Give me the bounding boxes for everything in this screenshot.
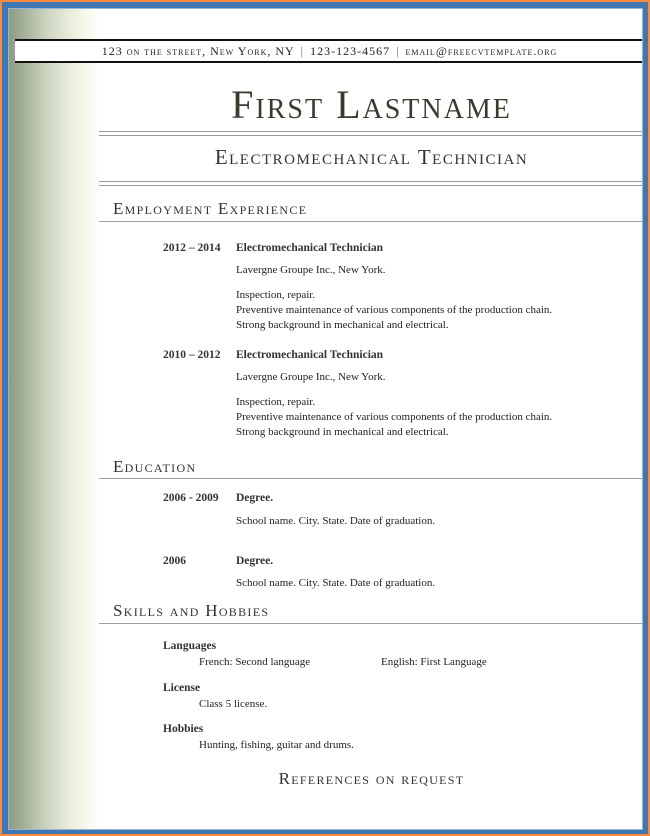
divider [99, 185, 643, 186]
divider [99, 181, 643, 182]
contact-phone: 123-123-4567 [310, 43, 391, 58]
employment-detail: Inspection, repair. [236, 289, 316, 301]
education-degree: Degree. [236, 492, 274, 504]
employment-dates: 2012 – 2014 [163, 242, 221, 254]
employment-role: Electromechanical Technician [236, 349, 384, 361]
section-divider [99, 623, 643, 624]
divider [99, 135, 643, 136]
candidate-name: First Lastname [231, 82, 512, 127]
education-dates: 2006 [163, 555, 186, 567]
contact-address: 123 on the street, New York, NY [101, 43, 295, 58]
employment-company: Lavergne Groupe Inc., New York. [236, 264, 386, 276]
skills-hobbies-value: Hunting, fishing, guitar and drums. [199, 739, 354, 751]
employment-detail: Preventive maintenance of various components of the production chain. [236, 304, 553, 316]
references-note: References on request [278, 769, 465, 788]
employment-role: Electromechanical Technician [236, 242, 384, 254]
contact-email: email@freecvtemplate.org [405, 43, 558, 58]
education-detail: School name. City. State. Date of graduation. [236, 515, 436, 527]
section-divider [99, 478, 643, 479]
skills-license-value: Class 5 license. [199, 698, 268, 710]
employment-company: Lavergne Groupe Inc., New York. [236, 371, 386, 383]
resume-page [8, 8, 643, 830]
contact-bar [15, 39, 643, 63]
employment-detail: Inspection, repair. [236, 396, 316, 408]
employment-detail: Strong background in mechanical and electrical. [236, 319, 449, 331]
employment-dates: 2010 – 2012 [163, 349, 221, 361]
employment-detail: Strong background in mechanical and electrical. [236, 426, 449, 438]
employment-detail: Preventive maintenance of various components of the production chain. [236, 411, 553, 423]
divider [99, 131, 643, 132]
skills-license-label: License [163, 682, 201, 694]
skills-hobbies-label: Hobbies [163, 723, 204, 735]
contact-separator: | [396, 43, 400, 58]
job-title: Electromechanical Technician [214, 145, 529, 169]
resume-content [9, 9, 642, 829]
section-heading-employment: Employment Experience [113, 199, 308, 218]
skills-language-item: French: Second language [199, 656, 311, 668]
education-dates: 2006 - 2009 [163, 492, 219, 504]
education-degree: Degree. [236, 555, 274, 567]
section-heading-education: Education [113, 457, 197, 476]
section-heading-skills: Skills and Hobbies [113, 601, 270, 620]
skills-languages-label: Languages [163, 640, 217, 652]
section-divider [99, 221, 643, 222]
contact-separator: | [300, 43, 305, 58]
education-detail: School name. City. State. Date of graduation. [236, 577, 436, 589]
skills-language-item: English: First Language [381, 656, 487, 668]
